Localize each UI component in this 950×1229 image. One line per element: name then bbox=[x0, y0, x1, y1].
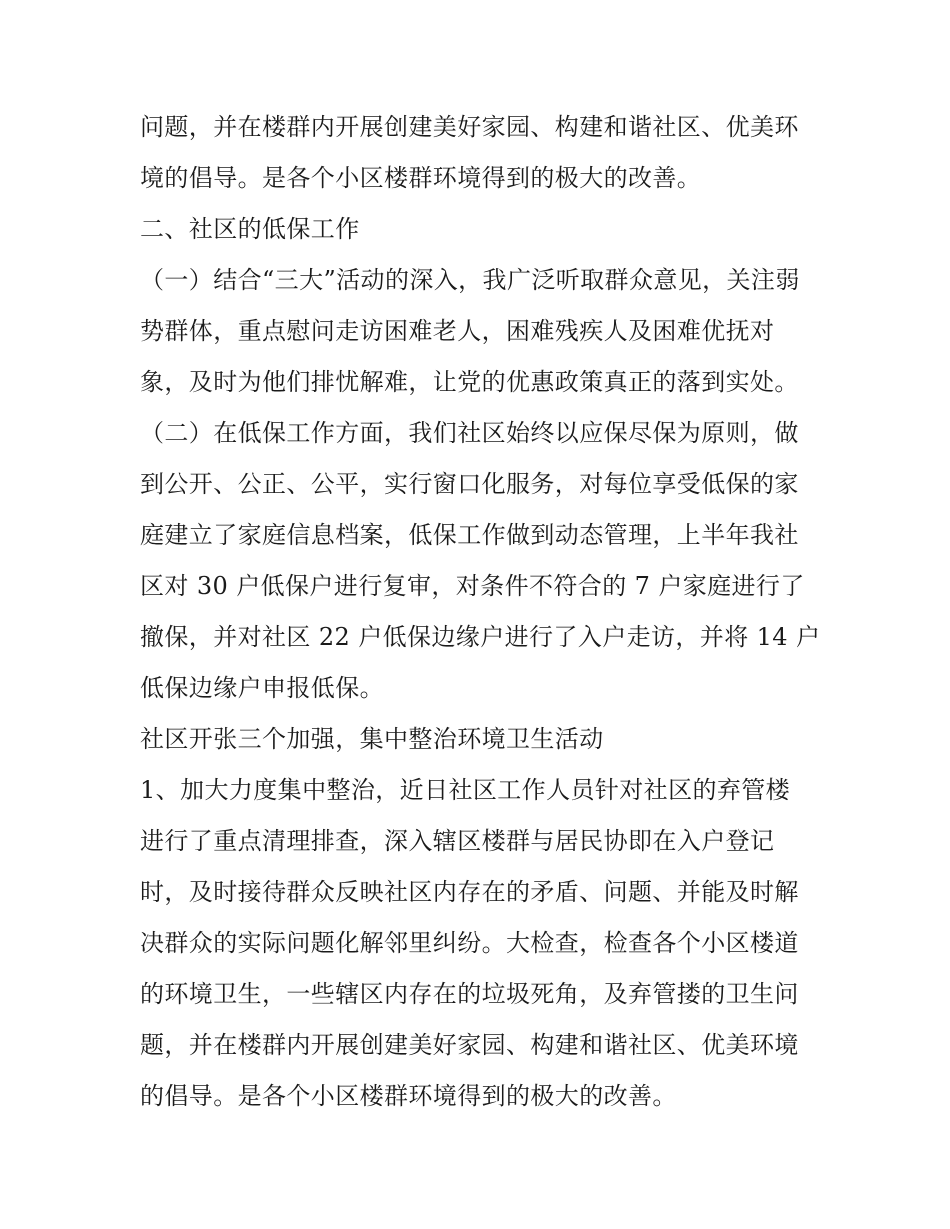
section-heading: 社区开张三个加强，集中整治环境卫生活动 bbox=[140, 725, 604, 753]
document-body bbox=[140, 102, 821, 1122]
text-line: 问题，并在楼群内开展创建美好家园、构建和谐社区、优美环 bbox=[140, 113, 799, 141]
text-line: 撤保，并对社区 22 户低保边缘户进行了入户走访，并将 14 户 bbox=[140, 623, 821, 651]
text-line: 决群众的实际问题化解邻里纠纷。大检查，检查各个小区楼道 bbox=[140, 929, 799, 957]
text-line: 1、加大力度集中整治，近日社区工作人员针对社区的弃管楼 bbox=[140, 776, 791, 804]
text-line: 时，及时接待群众反映社区内存在的矛盾、问题、并能及时解 bbox=[140, 878, 799, 906]
text-line: 到公开、公正、公平，实行窗口化服务，对每位享受低保的家 bbox=[140, 470, 799, 498]
text-line: 庭建立了家庭信息档案，低保工作做到动态管理，上半年我社 bbox=[140, 521, 799, 549]
text-line: 进行了重点清理排查，深入辖区楼群与居民协即在入户登记 bbox=[140, 827, 775, 855]
text-line: 的环境卫生，一些辖区内存在的垃圾死角，及弃管搂的卫生问 bbox=[140, 980, 799, 1008]
text-line: 题，并在楼群内开展创建美好家园、构建和谐社区、优美环境 bbox=[140, 1031, 799, 1059]
text-line: （二）在低保工作方面，我们社区始终以应保尽保为原则，做 bbox=[140, 419, 799, 447]
section-heading: 二、社区的低保工作 bbox=[140, 215, 360, 243]
text-line: 低保边缘户申报低保。 bbox=[140, 674, 384, 702]
text-line: 势群体，重点慰问走访困难老人，困难残疾人及困难优抚对 bbox=[140, 317, 775, 345]
text-line: 象，及时为他们排忧解难，让党的优惠政策真正的落到实处。 bbox=[140, 368, 799, 396]
text-line: 境的倡导。是各个小区楼群环境得到的极大的改善。 bbox=[140, 164, 702, 192]
text-line: 区对 30 户低保户进行复审，对条件不符合的 7 户家庭进行了 bbox=[140, 572, 805, 600]
text-line: （一）结合“三大”活动的深入，我广泛听取群众意见，关注弱 bbox=[140, 266, 800, 294]
text-line: 的倡导。是各个小区楼群环境得到的极大的改善。 bbox=[140, 1082, 677, 1110]
